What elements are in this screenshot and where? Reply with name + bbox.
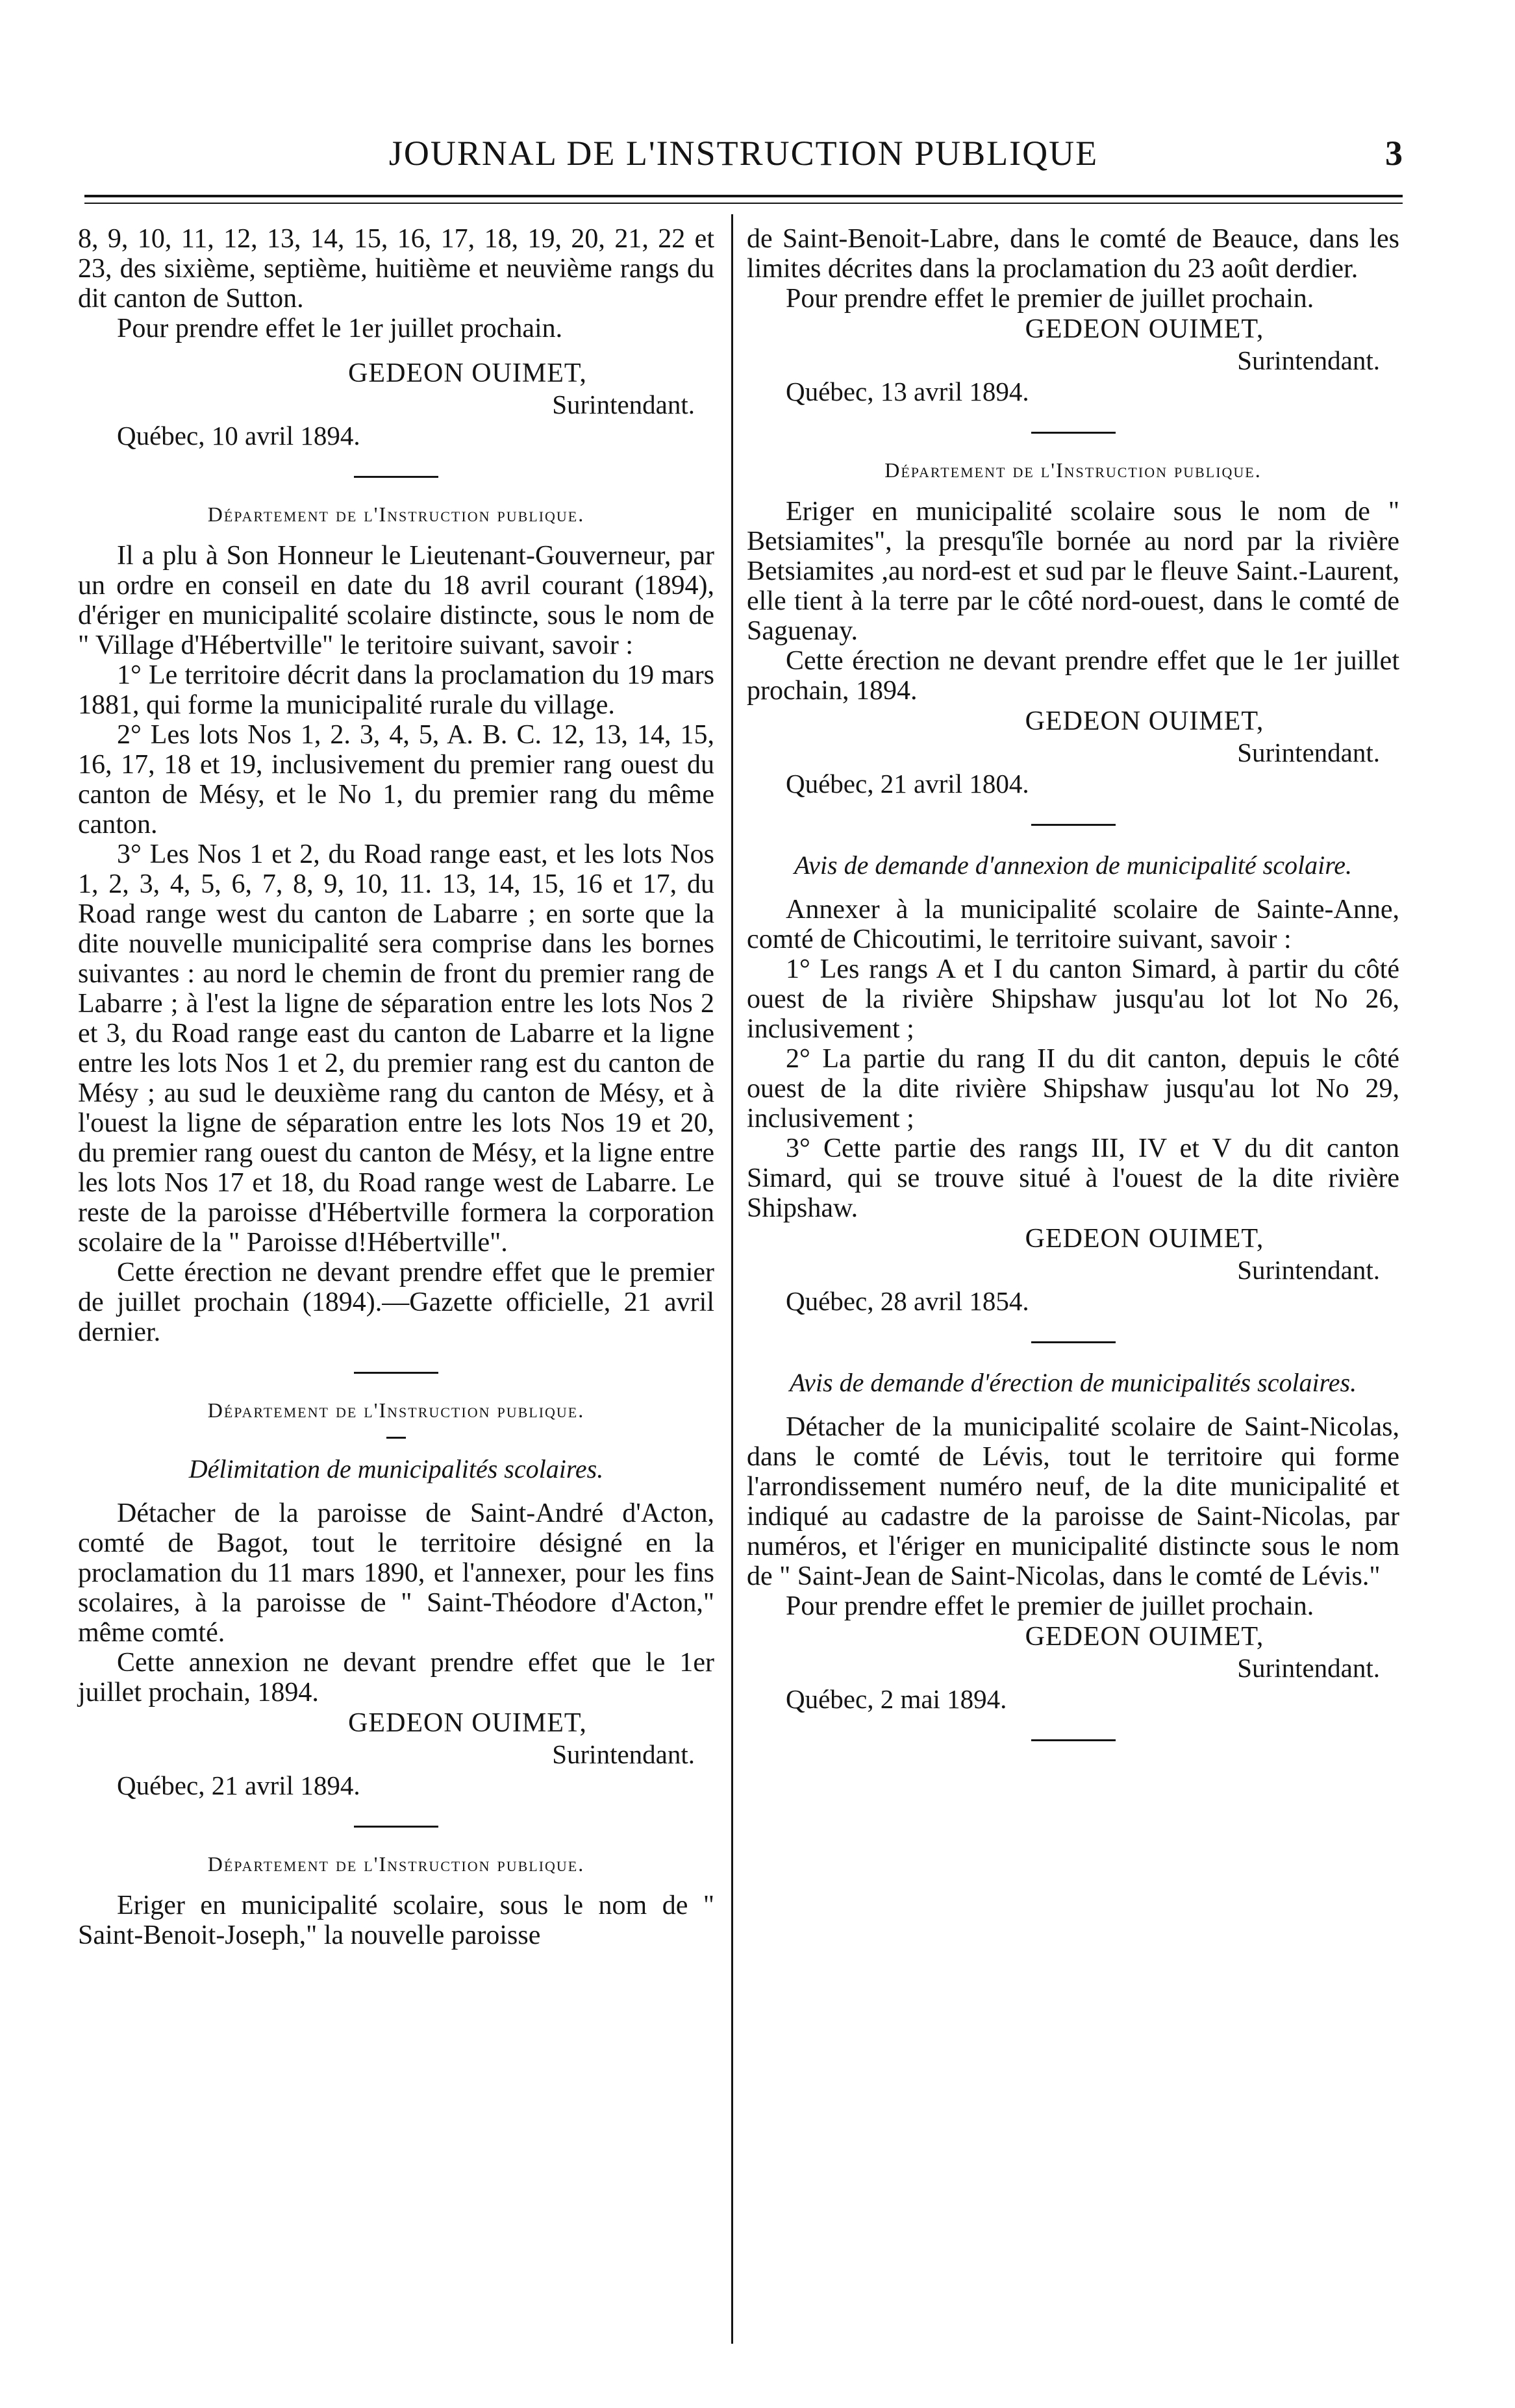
notice-date: Québec, 28 avril 1854. [786, 1286, 1029, 1316]
header-rule-thin [84, 203, 1403, 204]
signature-title: Surintendant. [552, 390, 695, 419]
section-separator [1031, 824, 1116, 826]
signature-title: Surintendant. [1237, 738, 1380, 767]
section-separator [1031, 432, 1116, 434]
signature-name: GEDEON OUIMET, [1025, 314, 1264, 344]
paragraph: Détacher de la paroisse de Saint-André d'Acton, comté de Bagot, tout le territoire désigné en la proclamation du 11 mars 1890, et l'annexer, pour les fins scolaires, à la paroisse de " Saint-Théodore d'Acton," même comté. [78, 1498, 714, 1648]
signature-name: GEDEON OUIMET, [348, 1708, 587, 1738]
paragraph: 2° Les lots Nos 1, 2. 3, 4, 5, A. B. C. 12, 13, 14, 15, 16, 17, 18 et 19, inclusivement du premier rang ouest du canton de Mésy, et le No 1, du premier rang du même canton. [78, 720, 714, 839]
signature-name: GEDEON OUIMET, [348, 358, 587, 388]
paragraph: 3° Cette partie des rangs III, IV et V du dit canton Simard, qui se trouve situé à l'ouest de la dite rivière Shipshaw. [747, 1134, 1399, 1223]
department-heading: Département de l'Instruction publique. [207, 1852, 585, 1876]
signature-name: GEDEON OUIMET, [1025, 1224, 1264, 1254]
paragraph: 1° Le territoire décrit dans la proclamation du 19 mars 1881, qui forme la municipalité rurale du village. [78, 660, 714, 720]
paragraph: 1° Les rangs A et I du canton Simard, à partir du côté ouest de la rivière Shipshaw jusqu'au lot lot No 26, inclusivement ; [747, 954, 1399, 1044]
department-heading: Département de l'Instruction publique. [207, 503, 585, 526]
short-rule [386, 1437, 406, 1439]
notice-date: Québec, 21 avril 1894. [117, 1770, 360, 1800]
section-subheading: Délimitation de municipalités scolaires. [188, 1454, 604, 1483]
right-column [747, 224, 1399, 1766]
column-divider [731, 214, 733, 2344]
header-rule [84, 195, 1403, 197]
signature-name: GEDEON OUIMET, [1025, 706, 1264, 736]
signature-title: Surintendant. [1237, 1255, 1380, 1285]
department-heading: Département de l'Instruction publique. [884, 458, 1262, 482]
section-separator [354, 1826, 438, 1828]
paragraph: 3° Les Nos 1 et 2, du Road range east, et les lots Nos 1, 2, 3, 4, 5, 6, 7, 8, 9, 10, 11. 13, 14, 15, 16 et 17, du Road range west du canton de Labarre ; en sorte que la dite nouvelle municipalité sera comprise dans les bornes suivantes : au nord le chemin de front du premier rang de Labarre ; à l'est la ligne de séparation entre les lots Nos 2 et 3, du Road range east du canton de Labarre et la ligne entre les lots Nos 1 et 2, du premier rang est du canton de Mésy ; au sud le deuxième rang du canton de Mésy, et à l'ouest la ligne de séparation entre les lots Nos 19 et 20, du premier rang ouest du canton de Mésy, et la ligne entre les lots Nos 17 et 18, du Road range west de Labarre. Le reste de la paroisse d'Hébertville formera la corporation scolaire de la " Paroisse d!Hébertville". [78, 839, 714, 1258]
section-separator [1031, 1739, 1116, 1741]
paragraph: Détacher de la municipalité scolaire de Saint-Nicolas, dans le comté de Lévis, tout le territoire qui forme l'arrondissement numéro neuf, de la dite municipalité et indiqué au cadastre de la paroisse de Saint-Nicolas, par numéros, et l'ériger en municipalité distincte sous le nom de " Saint-Jean de Saint-Nicolas, dans le comté de Lévis." [747, 1412, 1399, 1591]
notice-date: Québec, 21 avril 1804. [786, 769, 1029, 799]
paragraph: Pour prendre effet le premier de juillet prochain. [786, 284, 1314, 314]
section-separator [354, 1372, 438, 1374]
signature-title: Surintendant. [1237, 1653, 1380, 1683]
paragraph: Eriger en municipalité scolaire sous le nom de " Betsiamites", la presqu'île bornée au nord par la rivière Betsiamites ,au nord-est et sud par le fleuve Saint.-Laurent, elle tient à la terre par le côté nord-ouest, dans le comté de Saguenay. [747, 497, 1399, 646]
paragraph: Cette annexion ne devant prendre effet que le 1er juillet prochain, 1894. [78, 1648, 714, 1707]
paragraph: Annexer à la municipalité scolaire de Sainte-Anne, comté de Chicoutimi, le territoire suivant, savoir : [747, 895, 1399, 954]
paragraph: Pour prendre effet le 1er juillet prochain. [117, 314, 563, 343]
paragraph: 2° La partie du rang II du dit canton, depuis le côté ouest de la dite rivière Shipshaw jusqu'au lot No 29, inclusivement ; [747, 1044, 1399, 1134]
department-heading: Département de l'Instruction publique. [207, 1398, 585, 1422]
notice-date: Québec, 13 avril 1894. [786, 377, 1029, 406]
paragraph: Il a plu à Son Honneur le Lieutenant-Gouverneur, par un ordre en conseil en date du 18 avril courant (1894), d'ériger en municipalité scolaire distincte, sous le nom de " Village d'Hébertville" le teritoire suivant, savoir : [78, 541, 714, 660]
journal-title: JOURNAL DE L'INSTRUCTION PUBLIQUE [388, 134, 1099, 173]
notice-date: Québec, 2 mai 1894. [786, 1684, 1007, 1714]
paragraph: 8, 9, 10, 11, 12, 13, 14, 15, 16, 17, 18, 19, 20, 21, 22 et 23, des sixième, septième, huitième et neuvième rangs du dit canton de Sutton. [78, 224, 714, 314]
paragraph: Cette érection ne devant prendre effet que le premier de juillet prochain (1894).—Gazette officielle, 21 avril dernier. [78, 1258, 714, 1347]
section-separator [1031, 1341, 1116, 1343]
paragraph: Eriger en municipalité scolaire, sous le nom de " Saint-Benoit-Joseph," la nouvelle paroisse [78, 1891, 714, 1950]
signature-title: Surintendant. [552, 1739, 695, 1769]
notice-date: Québec, 10 avril 1894. [117, 421, 360, 451]
notice-heading: Avis de demande d'érection de municipalités scolaires. [789, 1368, 1357, 1397]
signature-title: Surintendant. [1237, 345, 1380, 375]
paragraph: Cette érection ne devant prendre effet que le 1er juillet prochain, 1894. [747, 646, 1399, 706]
paragraph: de Saint-Benoit-Labre, dans le comté de Beauce, dans les limites décrites dans la proclamation du 23 août derdier. [747, 224, 1399, 284]
section-separator [354, 476, 438, 478]
page-number: 3 [1385, 134, 1403, 173]
left-column [78, 224, 714, 1950]
page-header [84, 133, 1403, 192]
notice-heading: Avis de demande d'annexion de municipalité scolaire. [794, 850, 1353, 880]
paragraph: Pour prendre effet le premier de juillet prochain. [786, 1591, 1314, 1621]
signature-name: GEDEON OUIMET, [1025, 1622, 1264, 1652]
